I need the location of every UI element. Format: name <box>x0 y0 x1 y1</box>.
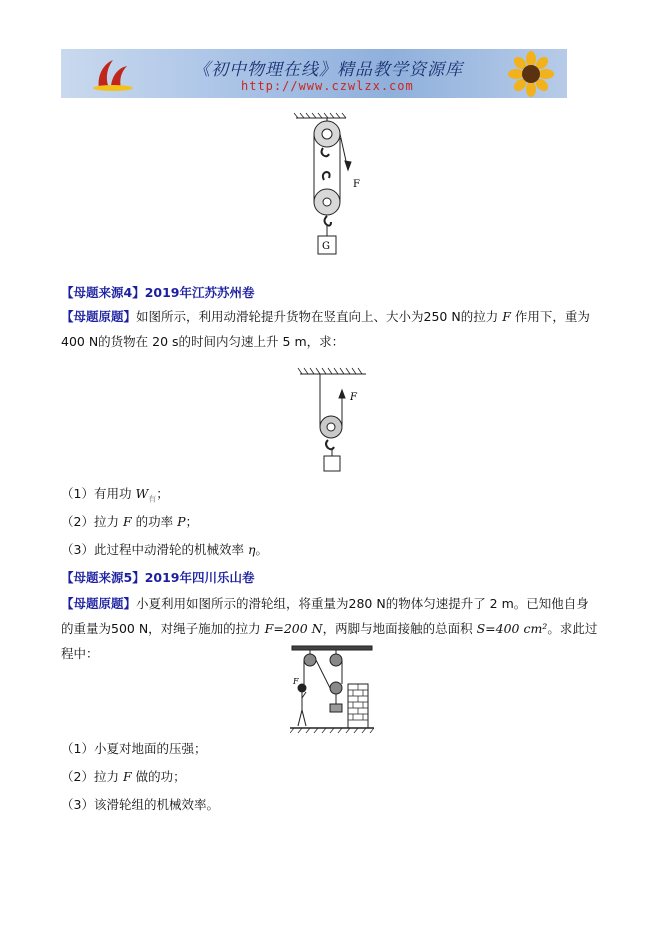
problem5-force-eq: F=200 N <box>264 621 323 636</box>
sunflower-icon <box>501 51 561 97</box>
banner-title: 《初中物理在线》精品教学资源库 <box>193 60 463 80</box>
header-banner <box>61 49 567 98</box>
pulley-system-boy-figure <box>290 644 374 734</box>
problem4-statement <box>61 304 601 354</box>
pulley-block-figure-1 <box>290 112 370 260</box>
problem5-area-eq: S=400 cm² <box>476 621 548 636</box>
problem5-question-1: （1）小夏对地面的压强； <box>61 741 207 756</box>
figure3-force-label: F <box>293 677 299 686</box>
movable-pulley-figure <box>296 366 376 474</box>
problem4-text-a: 如图所示，利用动滑轮提升货物在竖直向上、大小为250 N的拉力 <box>136 309 503 324</box>
figure1-weight-label: G <box>322 241 330 252</box>
problem4-question-1: （1）有用功 $W_有$； <box>61 486 169 504</box>
problem4-force-symbol: F <box>502 309 511 324</box>
problem5-text-b: ，两脚与地面接触的总面积 <box>322 621 477 636</box>
problem5-tag: 【母题原题】 <box>61 596 137 611</box>
problem4-tag: 【母题原题】 <box>61 309 137 324</box>
problem5-text-c: 。求此过程中： <box>61 621 598 661</box>
problem5-text-a: 小夏利用如图所示的滑轮组，将重量为280 N的物体匀速提升了 2 m。已知他自身的重量为500 N，对绳子施加的拉力 <box>61 596 589 636</box>
problem5-question-3: （3）该滑轮组的机械效率。 <box>61 797 219 812</box>
site-logo-icon <box>91 56 135 92</box>
problem4-text-b: 作用下，重为400 N的货物在 20 s的时间内匀速上升 5 m，求： <box>61 309 590 349</box>
problem4-question-3: （3）此过程中动滑轮的机械效率 η。 <box>61 542 268 557</box>
problem4-question-2: （2）拉力 F 的功率 P； <box>61 514 199 529</box>
figure2-force-label: F <box>350 392 357 403</box>
banner-url[interactable]: http://www.czwlzx.com <box>241 79 414 93</box>
problem4-source: 【母题来源4】2019年江苏苏州卷 <box>61 285 255 300</box>
problem5-source: 【母题来源5】2019年四川乐山卷 <box>61 570 255 585</box>
figure1-force-label: F <box>353 179 360 190</box>
problem5-question-2: （2）拉力 F 做的功； <box>61 769 186 784</box>
